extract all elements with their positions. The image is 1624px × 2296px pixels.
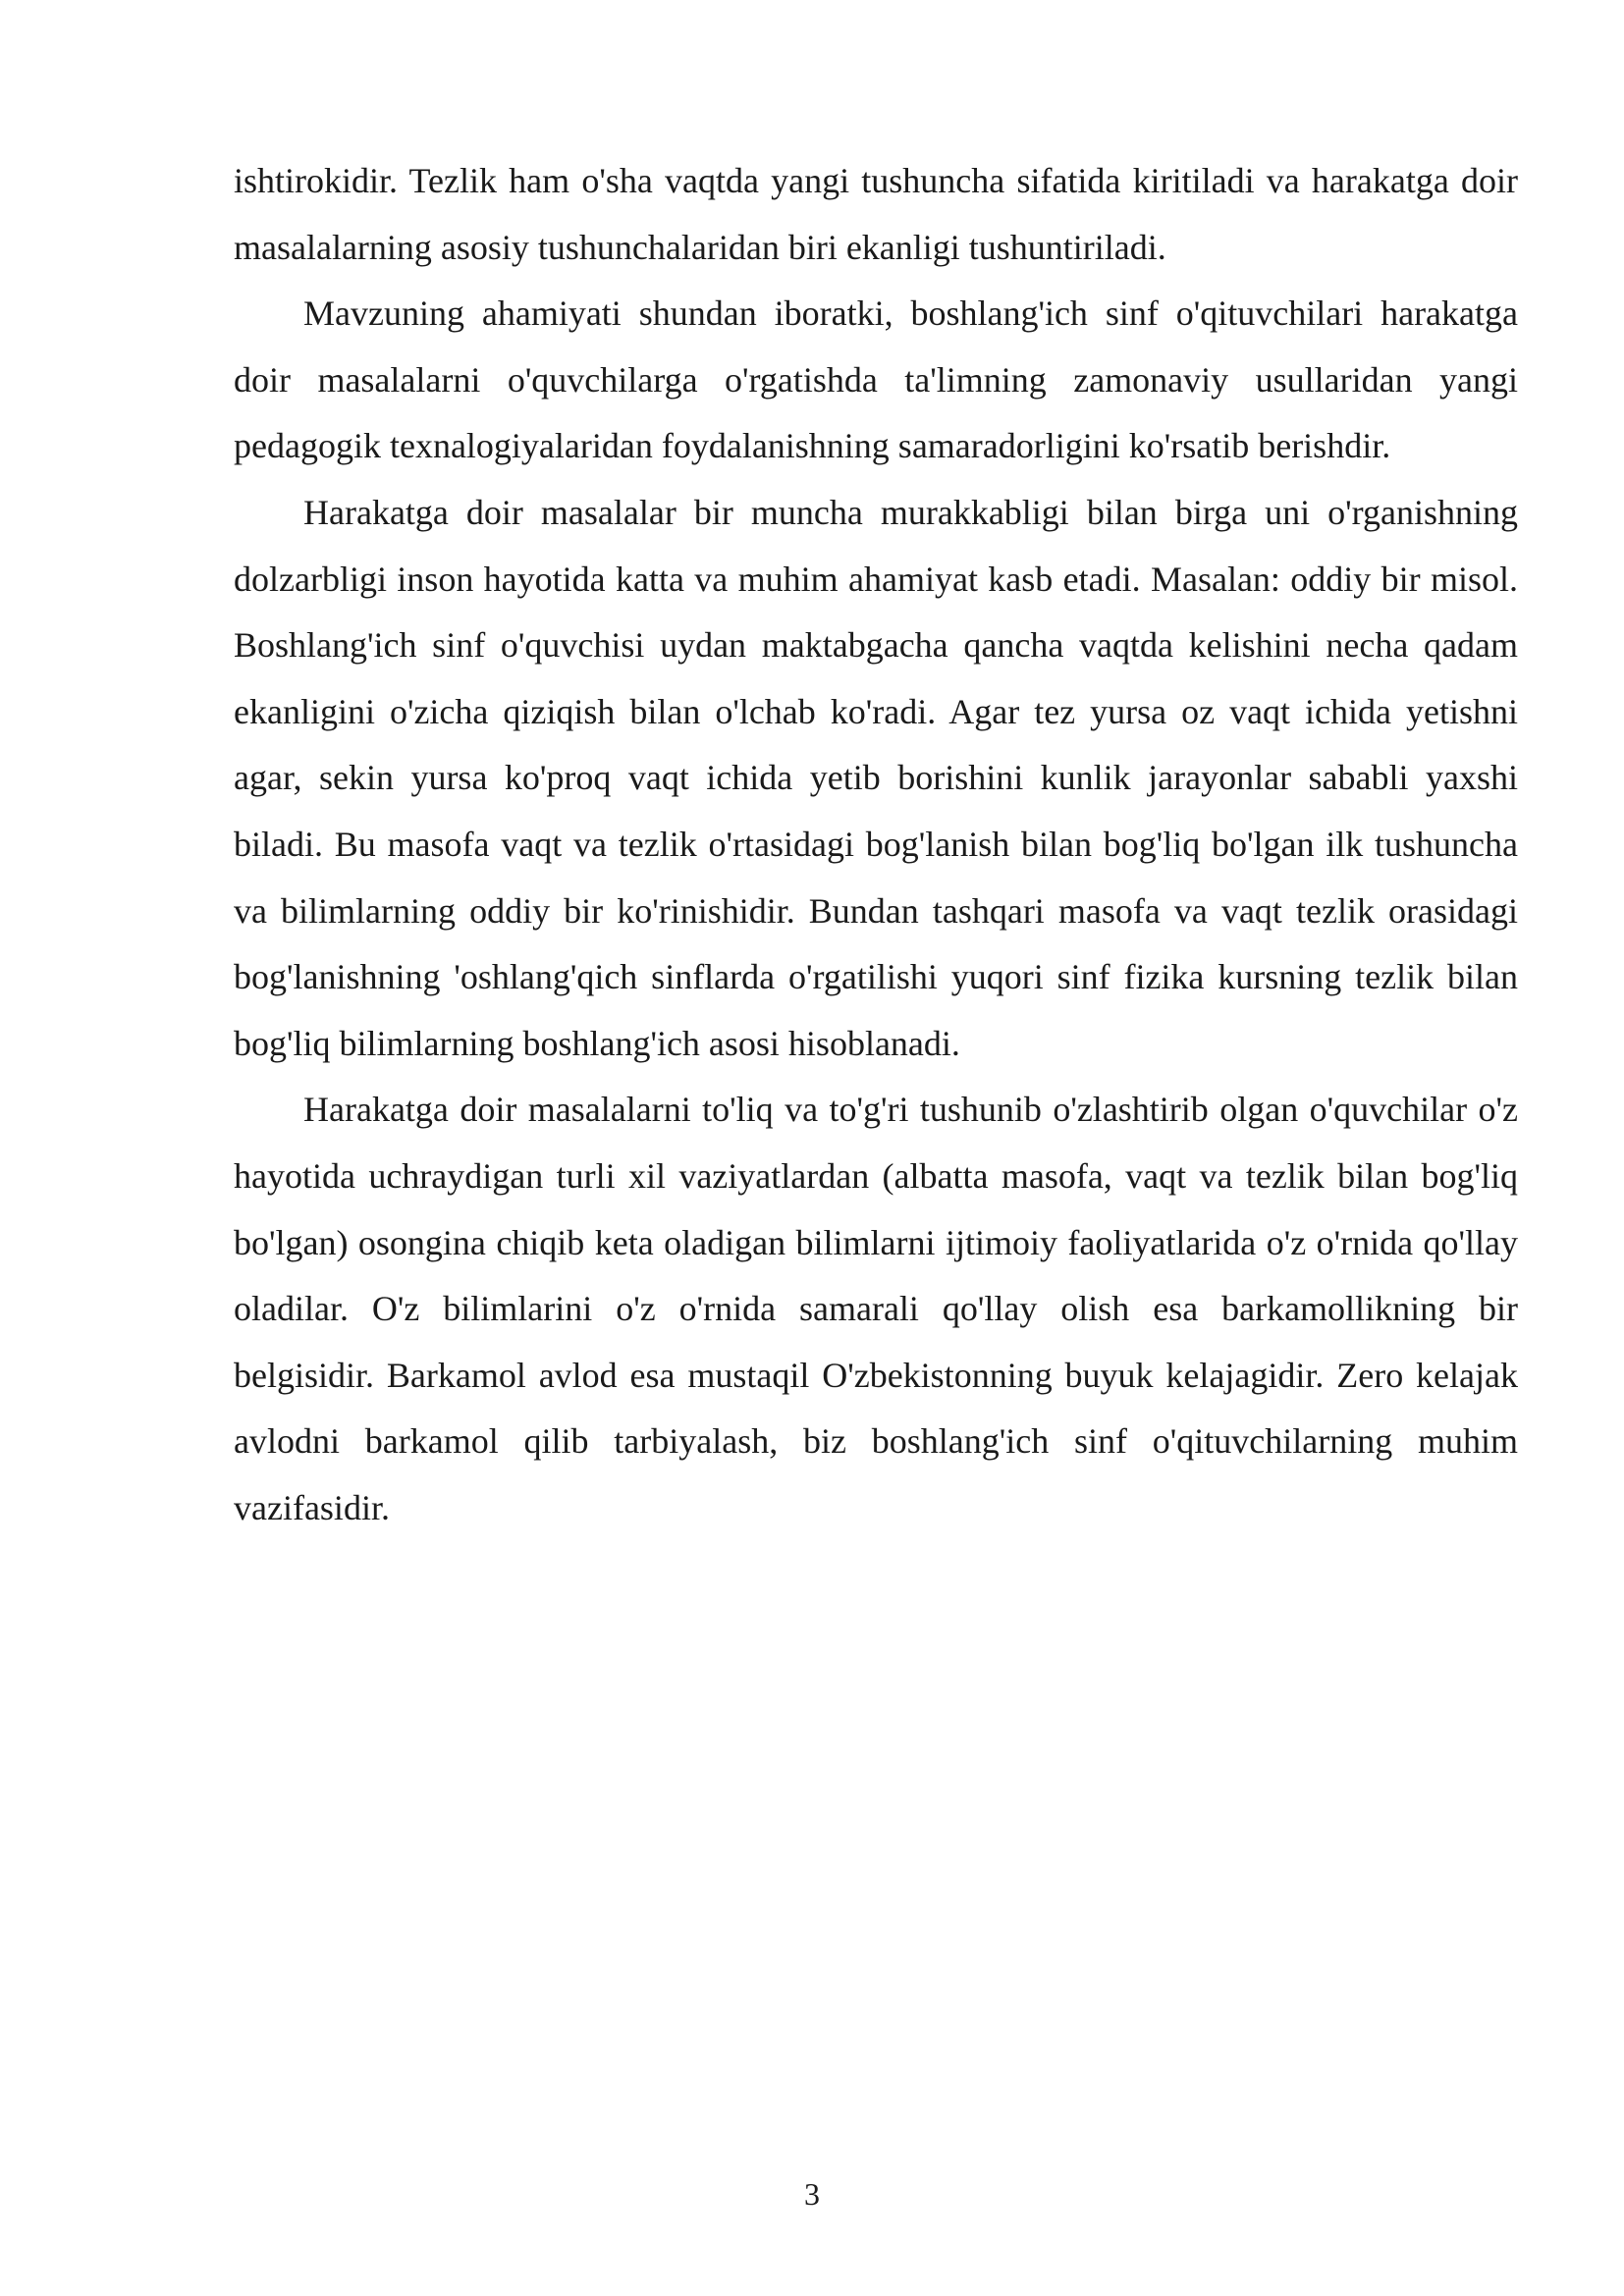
paragraph: Harakatga doir masalalar bir muncha murakkabligi bilan birga uni o'rganishning dolzarbligi inson hayotida katta va muhim ahamiyat kasb etadi. Masalan: oddiy bir misol. Boshlang'ich sinf o'quvchisi uydan maktabgacha qancha vaqtda kelishini necha qadam ekanligini o'zicha qiziqish bilan o'lchab ko'radi. Agar tez yursa oz vaqt ichida yetishni agar, sekin yursa ko'proq vaqt ichida yetib borishini kunlik jarayonlar sababli yaxshi biladi. Bu masofa vaqt va tezlik o'rtasidagi bog'lanish bilan bog'liq bo'lgan ilk tushuncha va bilimlarning oddiy bir ko'rinishidir. Bundan tashqari masofa va vaqt tezlik orasidagi bog'lanishning 'oshlang'qich sinflarda o'rgatilishi yuqori sinf fizika kursning tezlik bilan bog'liq bilimlarning boshlang'ich asosi hisoblanadi. xyxy=(234,492,1518,1063)
paragraph: Harakatga doir masalalarni to'liq va to'g'ri tushunib o'zlashtirib olgan o'quvchilar o'z hayotida uchraydigan turli xil vaziyatlardan (albatta masofa, vaqt va tezlik bilan bog'liq bo'lgan) osongina chiqib keta oladigan bilimlarni ijtimoiy faoliyatlarida o'z o'rnida qo'llay oladilar. O'z bilimlarini o'z o'rnida samarali qo'llay olish esa barkamollikning bir belgisidir. Barkamol avlod esa mustaqil O'zbekistonning buyuk kelajagidir. Zero kelajak avlodni barkamol qilib tarbiyalash, biz boshlang'ich sinf o'qituvchilarning muhim vazifasidir. xyxy=(234,1090,1518,1527)
page-number: 3 xyxy=(804,2176,820,2212)
body-text xyxy=(234,148,1518,1541)
paragraph: ishtirokidir. Tezlik ham o'sha vaqtda yangi tushuncha sifatida kiritiladi va harakatga doir masalalarning asosiy tushunchalaridan biri ekanligi tushuntiriladi. xyxy=(234,161,1518,267)
paragraph: Mavzuning ahamiyati shundan iboratki, boshlang'ich sinf o'qituvchilari harakatga doir masalalarni o'quvchilarga o'rgatishda ta'limning zamonaviy usullaridan yangi pedagogik texnalogiyalaridan foydalanishning samaradorligini ko'rsatib berishdir. xyxy=(234,294,1518,466)
